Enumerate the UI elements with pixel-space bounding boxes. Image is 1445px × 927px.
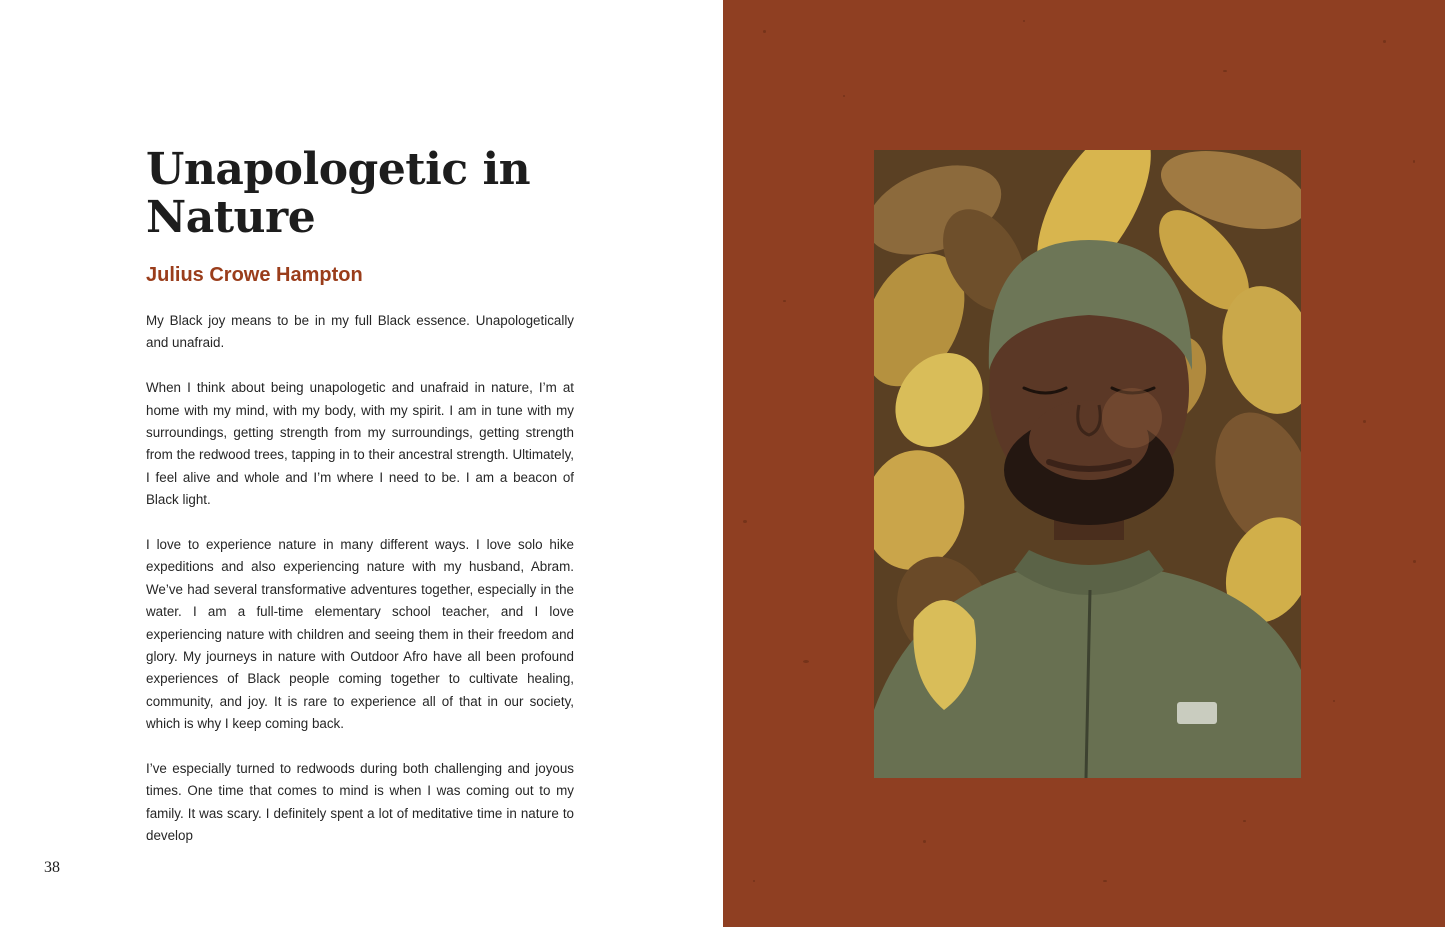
portrait-photo — [874, 150, 1301, 778]
texture-speck — [783, 300, 786, 302]
texture-speck — [843, 95, 845, 97]
texture-speck — [923, 840, 926, 843]
texture-speck — [763, 30, 766, 33]
portrait-illustration — [874, 150, 1301, 778]
texture-speck — [743, 520, 747, 523]
paragraph: When I think about being unapologetic and unafraid in nature, I’m at home with my mind, with my body, with my spirit. I am in tune with my surroundings, getting strength from my surroundings, getting strength from the redwood trees, tapping in to their ancestral strength. Ultimately, I feel alive and whole and I’m where I need to be. I am a beacon of Black light. — [146, 380, 574, 508]
paragraph: I love to experience nature in many different ways. I love solo hike expeditions and also experiencing nature with my husband, Abram. We’ve had several transformative adventures together, especially in the water. I am a full-time elementary school teacher, and I love experiencing nature with children and seeing them in their freedom and glory. My journeys in nature with Outdoor Afro have all been profound experiences of Black people coming together to cultivate healing, community, and joy. It is rare to experience all of that in our society, which is why I keep coming back. — [146, 537, 574, 732]
texture-speck — [1383, 40, 1386, 43]
texture-speck — [753, 880, 755, 882]
texture-speck — [1223, 70, 1227, 72]
article-title: Unapologetic in Nature — [146, 144, 531, 243]
author-name: Julius Crowe Hampton — [146, 264, 363, 286]
article-body — [146, 310, 574, 870]
page-number: 38 — [44, 859, 60, 876]
texture-speck — [1023, 20, 1025, 22]
texture-speck — [1363, 420, 1366, 423]
paragraph: My Black joy means to be in my full Black essence. Unapologetically and unafraid. — [146, 313, 574, 351]
texture-speck — [1333, 700, 1335, 702]
texture-speck — [1413, 560, 1416, 563]
paragraph: I’ve especially turned to redwoods during both challenging and joyous times. One time that comes to mind is when I was coming out to my family. It was scary. I definitely spent a lot of meditative time in nature to develop — [146, 761, 574, 844]
texture-speck — [1413, 160, 1415, 163]
texture-speck — [1103, 880, 1107, 882]
texture-speck — [1243, 820, 1246, 822]
texture-speck — [803, 660, 809, 663]
